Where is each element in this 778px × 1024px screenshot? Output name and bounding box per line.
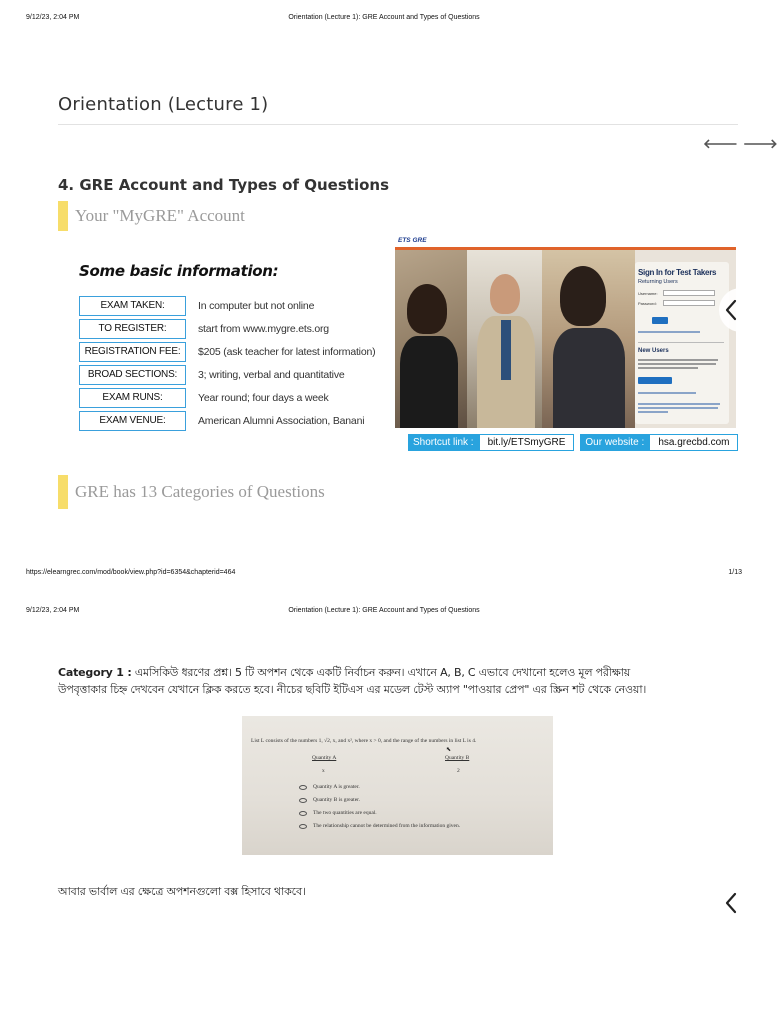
carousel-prev-button[interactable]	[719, 881, 743, 925]
info-row	[76, 363, 388, 386]
quantity-a-label: Quantity A	[312, 755, 337, 761]
basic-info-panel	[76, 262, 388, 442]
signin-subtitle: Returning Users	[638, 279, 678, 285]
question-screenshot	[242, 716, 553, 855]
chapter-nav	[703, 137, 778, 151]
answer-option: Quantity B is greater.	[299, 797, 360, 803]
info-label: EXAM TAKEN:	[79, 296, 186, 316]
radio-icon	[299, 811, 307, 816]
print-url: https://elearngrec.com/mod/book/view.php?id=6354&chapterid=464	[26, 569, 236, 576]
shortcut-link-label: Shortcut link :	[408, 434, 479, 451]
question-stem: List L consists of the numbers 1, √2, x, and x², where x > 0, and the range of the numbers in list L is 4.	[251, 738, 477, 744]
info-row	[76, 409, 388, 432]
page-title: Orientation (Lecture 1)	[58, 94, 269, 115]
shortcut-link-value[interactable]: bit.ly/ETSmyGRE	[479, 434, 575, 451]
verbal-note: আবার ভার্বাল এর ক্ষেত্রে অপশনগুলো বক্স হিসাবে থাকবে।	[58, 885, 306, 898]
chapter-title: 4. GRE Account and Types of Questions	[58, 176, 389, 194]
title-divider	[58, 124, 738, 125]
signin-button	[652, 317, 668, 324]
answer-option: The two quantities are equal.	[299, 810, 377, 816]
ets-gre-logo: ETS GRE	[398, 237, 427, 244]
website-link-label: Our website :	[580, 434, 649, 451]
password-label: Password:	[638, 301, 657, 306]
chevron-left-icon	[725, 892, 737, 914]
print-doc-title: Orientation (Lecture 1): GRE Account and Types of Questions	[288, 14, 480, 21]
info-label: REGISTRATION FEE:	[79, 342, 186, 362]
signin-title: Sign In for Test Takers	[638, 268, 717, 277]
info-row	[76, 386, 388, 409]
info-title: Some basic information:	[79, 262, 279, 280]
shortcut-link[interactable]	[408, 434, 574, 451]
username-label: Username:	[638, 291, 658, 296]
next-arrow-icon[interactable]: 🡒	[742, 136, 778, 151]
links-row	[408, 433, 744, 451]
print-page-number: 1/13	[728, 569, 742, 576]
section-heading-mygre	[58, 201, 245, 231]
info-label: EXAM VENUE:	[79, 411, 186, 431]
create-account-button	[638, 377, 672, 384]
print-datetime: 9/12/23, 2:04 PM	[26, 14, 80, 21]
info-value: 3; writing, verbal and quantitative	[198, 368, 345, 381]
answer-option: The relationship cannot be determined from the information given.	[299, 823, 460, 829]
signin-card	[635, 262, 729, 424]
prev-arrow-icon[interactable]: 🡐	[703, 136, 738, 151]
info-value: Year round; four days a week	[198, 391, 329, 404]
password-field	[663, 300, 715, 306]
chevron-left-icon	[725, 299, 737, 321]
info-row	[76, 317, 388, 340]
radio-icon	[299, 785, 307, 790]
section-heading-categories	[58, 475, 325, 509]
category-1-description	[58, 664, 748, 698]
section-heading-text: Your "MyGRE" Account	[75, 206, 245, 225]
info-value: In computer but not online	[198, 299, 315, 312]
username-field	[663, 290, 715, 296]
mouse-cursor-icon: ⬉	[446, 747, 452, 753]
quantity-a-value: x	[322, 768, 325, 774]
new-users-heading: New Users	[638, 348, 669, 354]
info-value: American Alumni Association, Banani	[198, 414, 365, 427]
info-value: $205 (ask teacher for latest information)	[198, 345, 376, 358]
info-label: TO REGISTER:	[79, 319, 186, 339]
info-label: BROAD SECTIONS:	[79, 365, 186, 385]
website-link[interactable]	[580, 434, 738, 451]
accent-bar	[58, 201, 68, 231]
print-datetime: 9/12/23, 2:04 PM	[26, 607, 80, 614]
quantity-b-value: 2	[457, 768, 460, 774]
radio-icon	[299, 824, 307, 829]
quantity-b-label: Quantity B	[445, 755, 470, 761]
category-label: Category 1 :	[58, 666, 132, 679]
print-doc-title: Orientation (Lecture 1): GRE Account and Types of Questions	[288, 607, 480, 614]
info-label: EXAM RUNS:	[79, 388, 186, 408]
category-text-line2: উপবৃত্তাকার চিহ্ন দেখবেন যেখানে ক্লিক করতে হবে। নীচের ছবিটি ইটিএস এর মডেল টেস্ট অ্যাপ "পাওয়ার প্রেপ" এর স্ক্রিন শট থেকে নেওয়া।	[58, 683, 647, 696]
radio-icon	[299, 798, 307, 803]
info-row	[76, 340, 388, 363]
section-heading-text: GRE has 13 Categories of Questions	[75, 482, 325, 501]
accent-bar	[58, 475, 68, 509]
website-link-value[interactable]: hsa.grecbd.com	[649, 434, 738, 451]
info-value: start from www.mygre.ets.org	[198, 322, 329, 335]
info-row	[76, 294, 388, 317]
category-text-line1: এমসিকিউ ধরণের প্রশ্ন। 5 টি অপশন থেকে একটি নির্বাচন করুন। এখানে A, B, C এভাবে দেখানো হলেও মূল পরীক্ষায়	[134, 666, 631, 679]
ets-signin-screenshot	[395, 236, 736, 428]
answer-option: Quantity A is greater.	[299, 784, 360, 790]
